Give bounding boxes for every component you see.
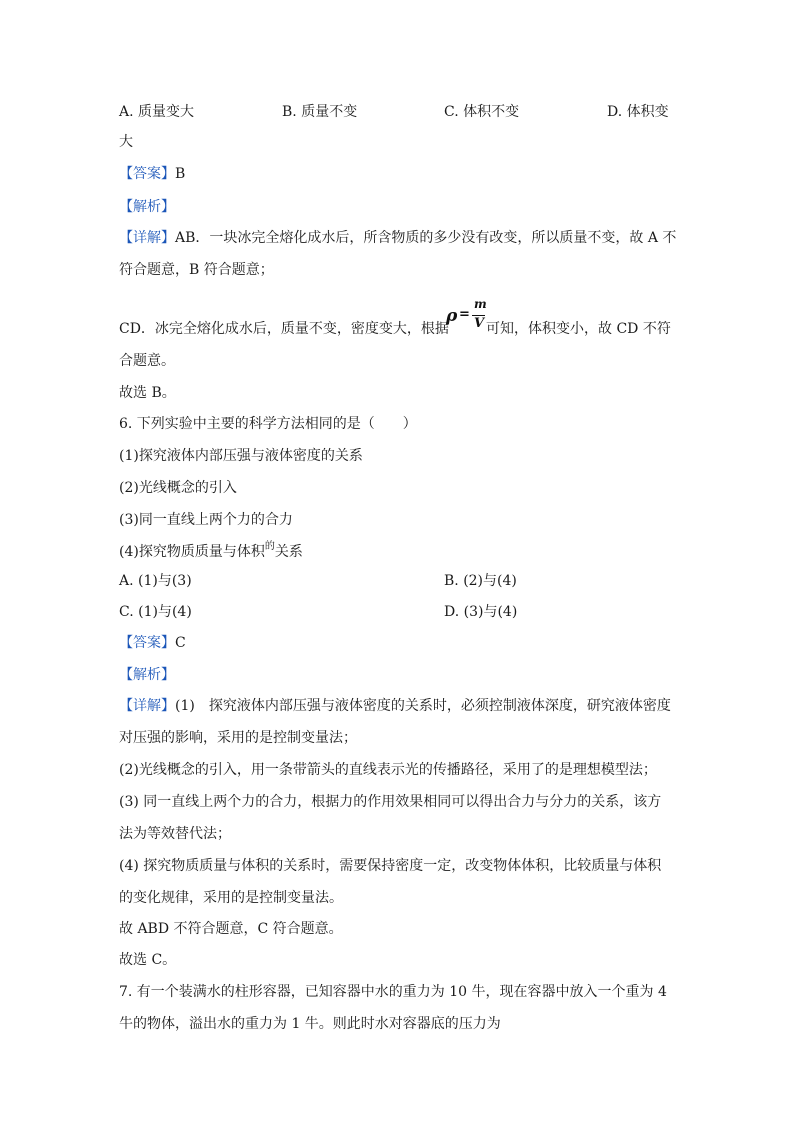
detail-text: AB．一块冰完全熔化成水后，所含物质的多少没有改变，所以质量不变，故 A 不 — [175, 230, 677, 246]
q5-option-d: D. 体积变 — [607, 104, 669, 120]
q5-option-d-wrap: 大 — [119, 134, 133, 150]
q6-detail-3b: 法为等效替代法； — [119, 826, 231, 842]
q6-summary: 故 ABD 不符合题意，C 符合题意。 — [119, 921, 343, 937]
q5-detail-line-4: 合题意。 — [119, 353, 175, 369]
q5-analysis-label: 【解析】 — [119, 199, 175, 215]
answer-value: B — [175, 166, 186, 182]
q7-stem-line-2: 牛的物体，溢出水的重力为 1 牛。则此时水对容器底的压力为 — [119, 1016, 501, 1032]
q6-conclusion: 故选 C。 — [119, 952, 177, 968]
q6-item-3: (3)同一直线上两个力的合力 — [119, 512, 293, 528]
q6-detail-4a: (4) 探究物质质量与体积的关系时，需要保持密度一定，改变物体体积，比较质量与体积 — [119, 858, 662, 874]
q5-option-b: B. 质量不变 — [282, 104, 358, 120]
q7-stem-line-1: 7. 有一个装满水的柱形容器，已知容器中水的重力为 10 牛，现在容器中放入一个重为 4 — [119, 984, 667, 1000]
q5-option-a: A. 质量变大 — [119, 104, 195, 120]
formula-denominator: V — [474, 316, 485, 331]
q6-option-d: D. (3)与(4) — [444, 604, 518, 620]
density-formula — [446, 297, 487, 336]
formula-numerator: m — [474, 297, 487, 311]
q6-detail-2: (2)光线概念的引入，用一条带箭头的直线表示光的传播路径，采用了的是理想模型法； — [119, 762, 657, 778]
formula-equals: = — [459, 307, 470, 322]
detail-text: (1) 探究液体内部压强与液体密度的关系时，必须控制液体深度，研究液体密度 — [175, 698, 671, 714]
detail-label: 【详解】 — [119, 230, 175, 246]
q6-item-2: (2)光线概念的引入 — [119, 480, 237, 496]
q6-item-4 — [119, 542, 303, 564]
q6-option-b: B. (2)与(4) — [444, 573, 517, 589]
q5-answer — [119, 164, 185, 184]
q6-option-a: A. (1)与(3) — [119, 573, 192, 589]
detail-text-pre: CD．冰完全熔化成水后，质量不变，密度变大，根据 — [119, 321, 449, 337]
q5-detail-line-3-post: 可知，体积变小，故 CD 不符 — [486, 321, 671, 337]
q6-detail-4b: 的变化规律，采用的是控制变量法。 — [119, 890, 343, 906]
q6-detail-1b: 对压强的影响，采用的是控制变量法； — [119, 730, 357, 746]
q6-analysis-label: 【解析】 — [119, 667, 175, 683]
answer-label: 【答案】 — [119, 166, 175, 182]
q5-option-c: C. 体积不变 — [444, 104, 520, 120]
item-4-pre: (4)探究物质质量与体积 — [119, 544, 265, 560]
q5-conclusion: 故选 B。 — [119, 385, 176, 401]
detail-label: 【详解】 — [119, 698, 175, 714]
q6-item-1: (1)探究液体内部压强与液体密度的关系 — [119, 448, 363, 464]
formula-rho: ρ — [446, 306, 458, 326]
q6-stem: 6. 下列实验中主要的科学方法相同的是（ ） — [119, 416, 417, 432]
q6-detail-1a — [119, 696, 671, 716]
q6-answer — [119, 633, 186, 653]
answer-label: 【答案】 — [119, 635, 175, 651]
q6-detail-3a: (3) 同一直线上两个力的合力，根据力的作用效果相同可以得出合力与分力的关系，该方 — [119, 794, 662, 810]
q5-detail-line-1 — [119, 228, 676, 248]
item-4-sup: 的 — [264, 541, 275, 552]
answer-value: C — [175, 635, 186, 651]
q5-detail-line-2: 符合题意，B 符合题意； — [119, 262, 274, 278]
item-4-post: 关系 — [274, 544, 303, 560]
q6-option-c: C. (1)与(4) — [119, 604, 192, 620]
q5-detail-line-3 — [119, 319, 449, 339]
